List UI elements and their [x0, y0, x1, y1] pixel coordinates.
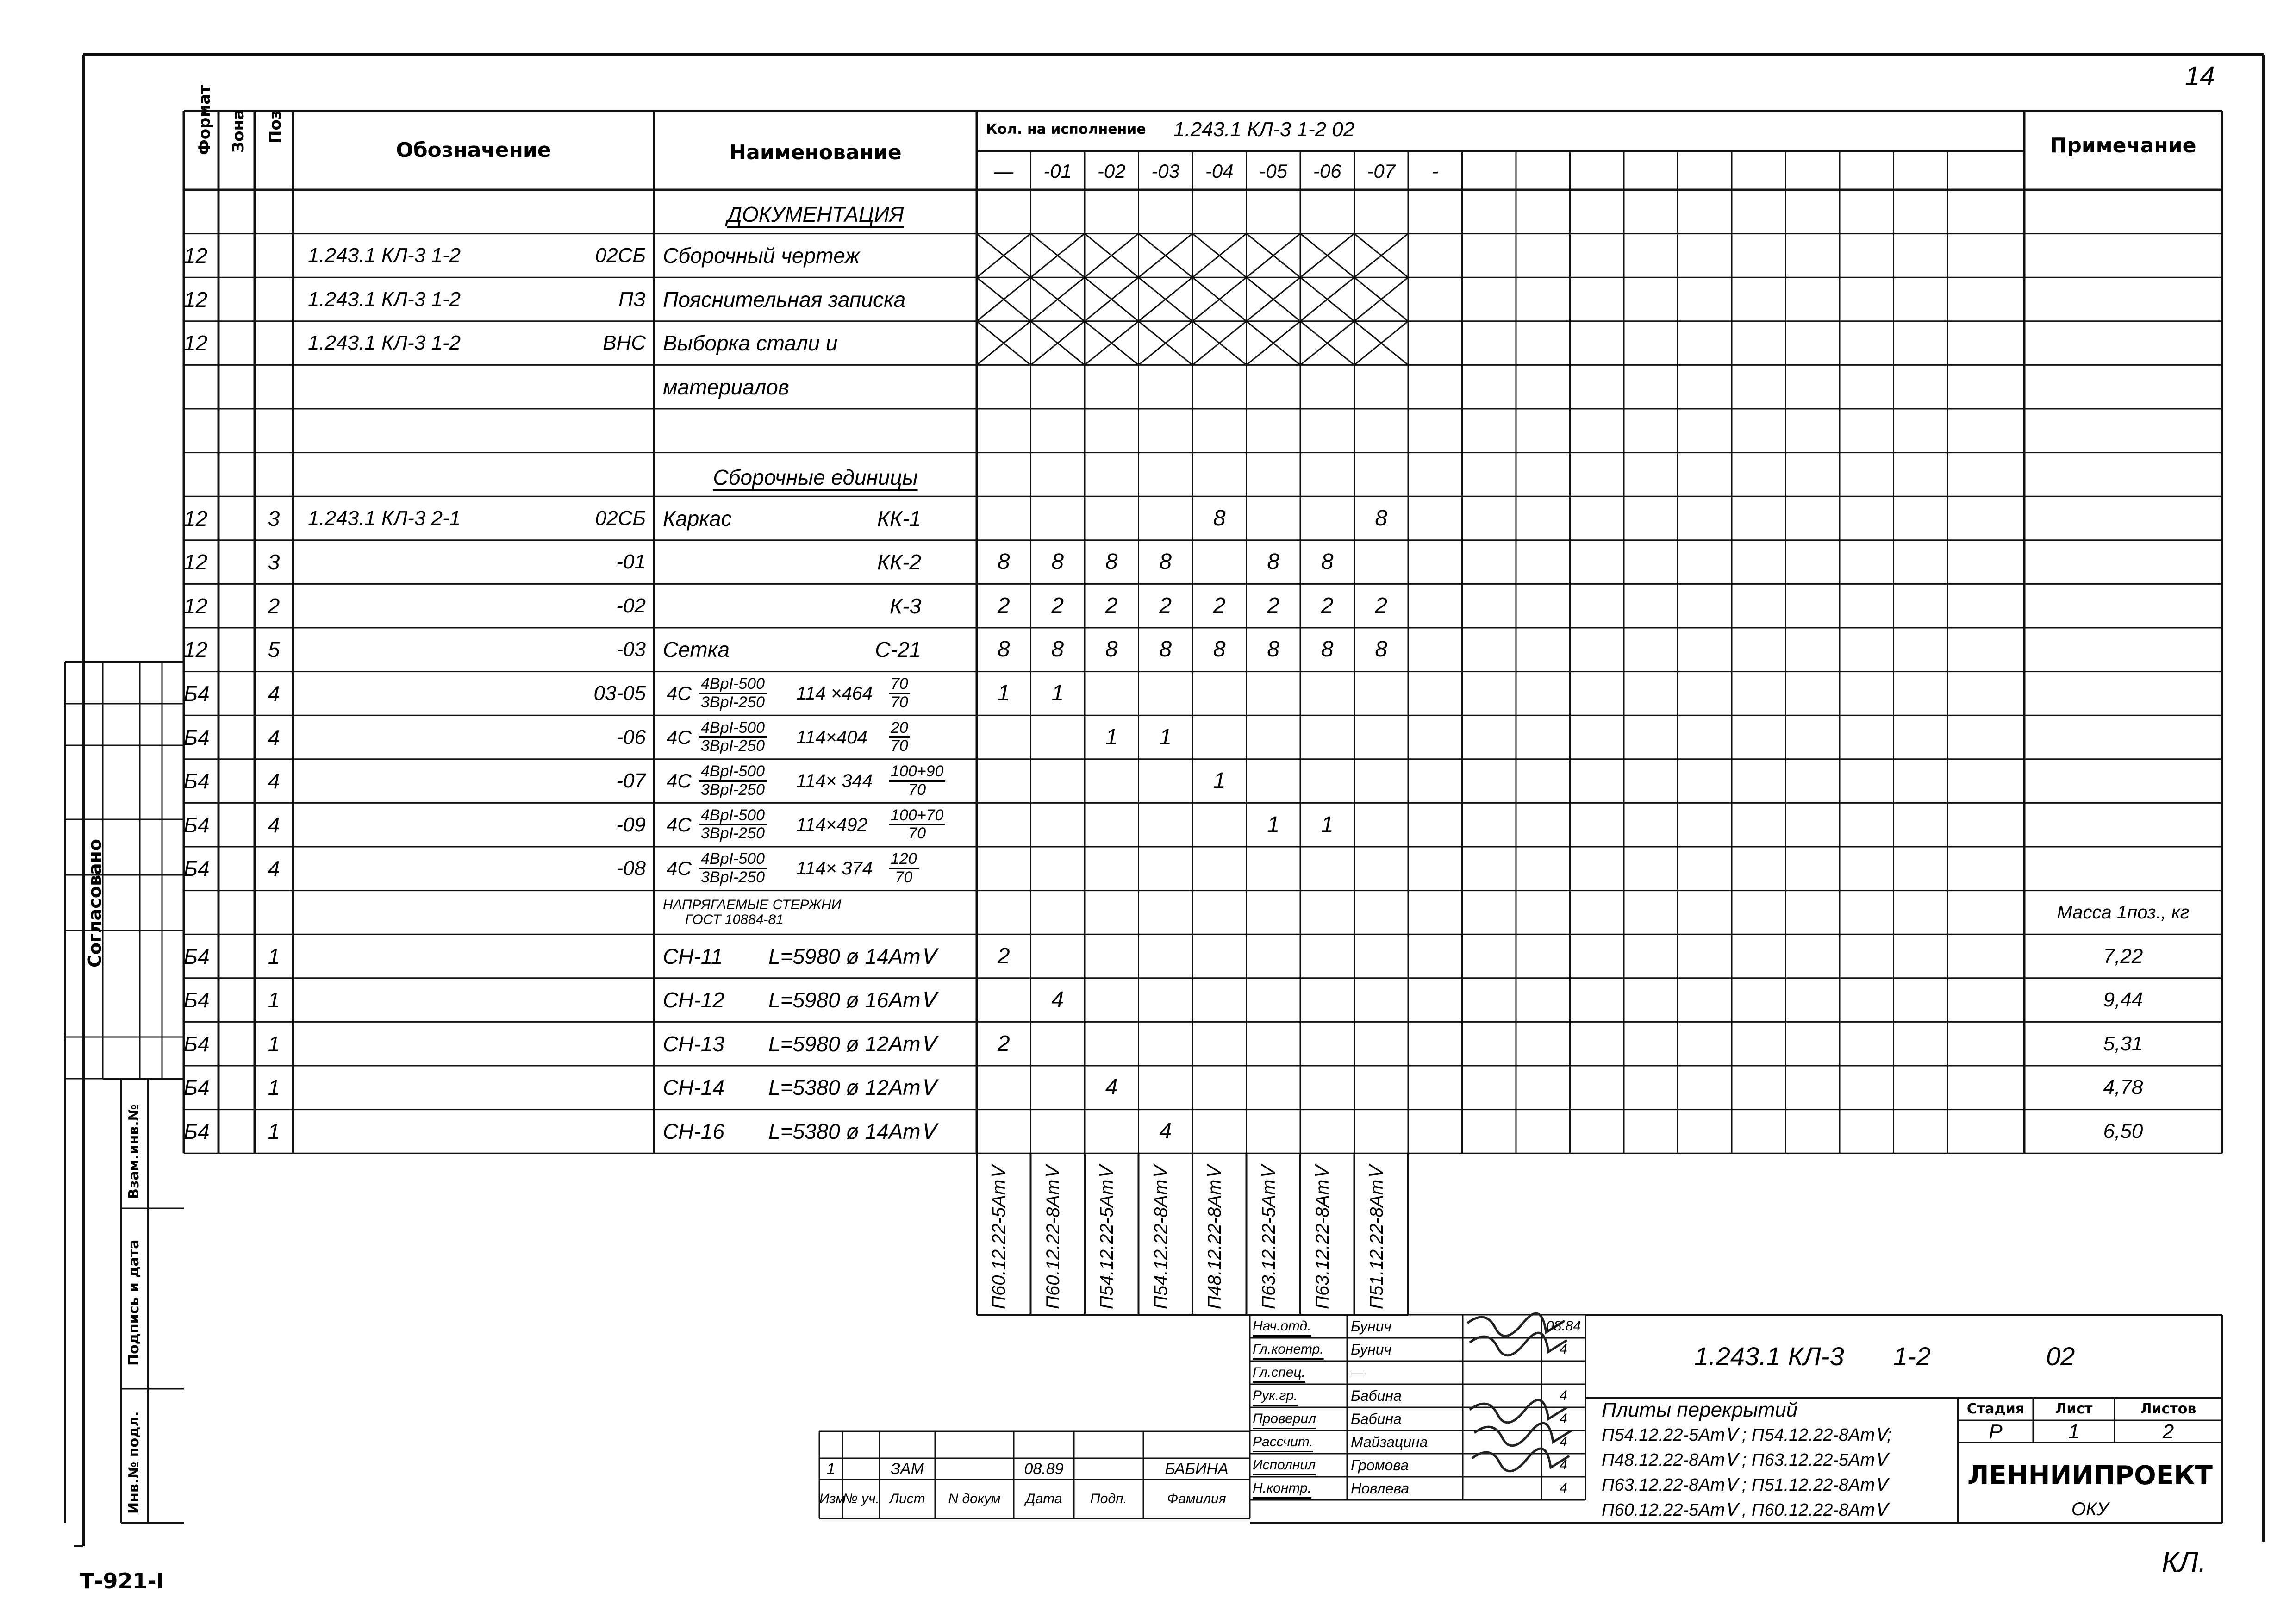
rod-mark: СН-14 — [663, 1075, 724, 1100]
cell-name: Сетка — [663, 637, 730, 662]
qty-cell: 1 — [1321, 812, 1334, 837]
title-line: Плиты перекрытий — [1602, 1399, 1798, 1421]
title-line: П63.12.22-8АтⅤ ; П51.12.22-8АтⅤ — [1602, 1475, 1887, 1495]
rod-mark: СН-11 — [663, 944, 723, 968]
signer-name: Громова — [1351, 1457, 1409, 1474]
revision-label: № уч. — [842, 1491, 880, 1506]
cell-designation: 1.243.1 КЛ-3 1-2 — [308, 287, 461, 311]
mesh-prefix: 4С — [667, 770, 692, 792]
revision-value: 1 — [826, 1460, 836, 1478]
cell-name: НАПРЯГАЕМЫЕ СТЕРЖНИ — [663, 897, 842, 912]
cell-format: 12 — [184, 637, 208, 662]
mesh-wire-fraction: 4ВрІ-500 3ВрІ-250 — [699, 851, 767, 886]
department-name: ОКУ — [2071, 1499, 2109, 1519]
cell-position: 1 — [268, 988, 280, 1012]
variant-product-code: П51.12.22-8АтⅤ — [1366, 1167, 1387, 1309]
cell-format: Б4 — [184, 681, 210, 706]
cell-name-mark: С-21 — [875, 637, 921, 662]
revision-label: Лист — [889, 1491, 925, 1506]
revision-label: Изм — [819, 1491, 845, 1506]
mesh-overhang-fraction: $\frac{120}{70}$ — [889, 851, 919, 886]
qty-cell: 1 — [1159, 725, 1172, 750]
cell-position: 4 — [268, 769, 280, 793]
sheets-label: Листов — [2140, 1401, 2196, 1417]
qty-cell: 8 — [1267, 550, 1280, 575]
variant-header: - — [1432, 160, 1439, 182]
cell-designation-suffix: 02СБ — [595, 506, 646, 530]
qty-cell: 2 — [1213, 593, 1226, 618]
signer-name: Новлева — [1351, 1480, 1410, 1497]
header-zone: Зона — [229, 109, 248, 153]
mesh-overhang-fraction: $\frac{70}{70}$ — [889, 676, 910, 711]
cell-format: 12 — [184, 243, 208, 268]
qty-cell: 8 — [1321, 637, 1334, 662]
qty-cell: 4 — [1105, 1075, 1118, 1100]
variant-product-code: П54.12.22-5АтⅤ — [1097, 1167, 1117, 1309]
qty-cell: 8 — [1213, 506, 1226, 531]
variant-header: -05 — [1259, 160, 1288, 182]
qty-cell: 2 — [1375, 593, 1388, 618]
cell-name: Пояснительная записка — [663, 287, 906, 312]
cell-format: 12 — [184, 550, 208, 575]
cell-format: Б4 — [184, 1119, 210, 1143]
cell-note: 4,78 — [2103, 1076, 2143, 1099]
cell-note: 5,31 — [2103, 1032, 2143, 1055]
cell-position: 4 — [268, 725, 280, 750]
cell-position: 4 — [268, 856, 280, 881]
cell-position: 1 — [268, 1119, 280, 1143]
cell-position: 4 — [268, 681, 280, 706]
cell-designation-suffix: ПЗ — [618, 287, 646, 311]
qty-cell: 8 — [1051, 550, 1064, 575]
revision-value: БАБИНА — [1165, 1460, 1229, 1478]
cell-name-mark: КК-2 — [877, 550, 921, 575]
qty-cell: 8 — [1105, 550, 1118, 575]
corner-page-mark: 14 — [2185, 61, 2215, 91]
mesh-overhang-fraction: $\frac{100+90}{70}$ — [889, 763, 945, 798]
inv-orig-label: Инв.№ подл. — [126, 1411, 142, 1514]
title-line: П60.12.22-5АтⅤ , П60.12.22-8АтⅤ — [1602, 1500, 1887, 1520]
document-variant: 02 — [2046, 1342, 2075, 1371]
variant-product-code: П54.12.22-8АтⅤ — [1150, 1167, 1171, 1309]
variant-header: -04 — [1205, 160, 1234, 182]
rod-mark: СН-12 — [663, 988, 724, 1012]
document-code: 1.243.1 КЛ-3 — [1694, 1342, 1844, 1371]
organization-name: ЛЕННИИПРОЕКТ — [1967, 1461, 2213, 1491]
qty-cell: 1 — [1267, 812, 1280, 837]
cell-name-mark: КК-1 — [877, 506, 921, 531]
qty-cell: 8 — [1105, 637, 1118, 662]
mesh-wire-fraction: 4ВрІ-500 3ВрІ-250 — [699, 763, 767, 798]
variant-product-code: П60.12.22-5АтⅤ — [989, 1167, 1009, 1309]
cell-name: Сборочный чертеж — [663, 243, 860, 268]
variant-header: -06 — [1313, 160, 1341, 182]
signer-name: Бунич — [1351, 1318, 1392, 1335]
cell-designation: 1.243.1 КЛ-3 1-2 — [308, 244, 461, 267]
cell-format: Б4 — [184, 1031, 210, 1056]
cell-name: материалов — [663, 375, 789, 399]
cell-note: 7,22 — [2103, 944, 2143, 968]
variant-header: -02 — [1097, 160, 1126, 182]
header-pos: Поз — [266, 110, 285, 144]
replace-inv-label: Взам.инв.№ — [126, 1104, 142, 1199]
mesh-wire-fraction: 4ВрІ-500 3ВрІ-250 — [699, 720, 767, 755]
sheet-value: 1 — [2068, 1420, 2080, 1443]
cell-name-mark: К-3 — [889, 593, 921, 618]
cell-designation: 1.243.1 КЛ-3 1-2 — [308, 331, 461, 355]
signer-role: Проверил — [1253, 1411, 1316, 1426]
approved-label: Согласовано — [85, 838, 105, 968]
revision-label: Фамилия — [1167, 1491, 1226, 1506]
rod-size: L=5980 ø 16АтⅤ — [768, 988, 936, 1012]
signer-name: Бунич — [1351, 1341, 1392, 1358]
mesh-prefix: 4С — [667, 726, 692, 748]
qty-cell: 2 — [1321, 593, 1334, 618]
mesh-dimensions: 114×404 — [796, 727, 867, 748]
stage-value: Р — [1989, 1420, 2003, 1443]
cell-position: 3 — [268, 550, 280, 575]
signer-date: 4 — [1560, 1457, 1567, 1473]
qty-cell: 2 — [1051, 593, 1064, 618]
rod-size: L=5380 ø 14АтⅤ — [768, 1119, 936, 1143]
qty-cell: 8 — [997, 550, 1010, 575]
signer-date: 4 — [1560, 1480, 1567, 1496]
cell-note: 6,50 — [2103, 1119, 2143, 1143]
cell-format: 12 — [184, 287, 208, 312]
corner-scribble: КЛ. — [2162, 1546, 2207, 1578]
qty-cell: 8 — [1321, 550, 1334, 575]
signer-date: 4 — [1560, 1411, 1567, 1426]
cell-format: Б4 — [184, 769, 210, 793]
cell-designation-suffix: -08 — [616, 857, 646, 880]
cell-designation-suffix: 02СБ — [595, 244, 646, 267]
qty-cell: 4 — [1159, 1118, 1172, 1143]
qty-cell: 2 — [1267, 593, 1280, 618]
section-heading: ДОКУМЕНТАЦИЯ — [727, 202, 904, 227]
mesh-dimensions: 114×492 — [796, 814, 867, 835]
title-line: П48.12.22-8АтⅤ ; П63.12.22-5АтⅤ — [1602, 1450, 1887, 1470]
cell-note: 9,44 — [2103, 988, 2143, 1012]
variant-header: -07 — [1367, 160, 1396, 182]
cell-name: Каркас — [663, 506, 732, 531]
qty-cell: 8 — [1375, 506, 1388, 531]
rod-size: L=5980 ø 12АтⅤ — [768, 1031, 936, 1056]
qty-cell: 8 — [1375, 637, 1388, 662]
cell-format: Б4 — [184, 988, 210, 1012]
cell-designation-suffix: -06 — [616, 725, 646, 749]
qty-cell: 8 — [1159, 637, 1172, 662]
qty-cell: 8 — [1159, 550, 1172, 575]
cell-note: Масса 1поз., кг — [2057, 902, 2190, 923]
variant-product-code: П60.12.22-8АтⅤ — [1042, 1167, 1063, 1309]
rod-mark: СН-16 — [663, 1119, 724, 1143]
cell-position: 3 — [268, 506, 280, 531]
cell-format: Б4 — [184, 856, 210, 881]
cell-name: Выборка стали и — [663, 331, 838, 356]
qty-cell: 8 — [1051, 637, 1064, 662]
qty-cell: 8 — [1267, 637, 1280, 662]
cell-designation: 1.243.1 КЛ-3 2-1 — [308, 506, 461, 530]
mesh-prefix: 4С — [667, 682, 692, 704]
variant-header: — — [994, 160, 1014, 182]
signer-role: Гл.конетр. — [1253, 1342, 1324, 1357]
cell-designation-suffix: -01 — [616, 550, 646, 574]
cell-format: Б4 — [184, 812, 210, 837]
qty-cell: 1 — [1051, 681, 1064, 706]
cell-format: 12 — [184, 331, 208, 356]
sign-date-label: Подпись и дата — [126, 1239, 142, 1366]
rod-size: L=5380 ø 12АтⅤ — [768, 1075, 936, 1100]
signer-role: Гл.спец. — [1253, 1365, 1305, 1380]
mesh-overhang-fraction: $\frac{20}{70}$ — [889, 720, 910, 755]
qty-cell: 1 — [1213, 768, 1226, 793]
rod-mark: СН-13 — [663, 1031, 724, 1056]
cell-position: 2 — [268, 593, 280, 618]
signer-name: Бабина — [1351, 1411, 1402, 1427]
cell-format: Б4 — [184, 944, 210, 968]
signer-role: Рук.гр. — [1253, 1388, 1298, 1403]
signer-name: — — [1351, 1364, 1366, 1381]
revision-label: N докум — [948, 1491, 1001, 1506]
qty-cell: 8 — [997, 637, 1010, 662]
variant-product-code: П63.12.22-5АтⅤ — [1258, 1167, 1279, 1309]
qty-cell: 2 — [997, 1031, 1010, 1056]
qty-cell: 2 — [1105, 593, 1118, 618]
header-note: Примечание — [2050, 134, 2196, 157]
mesh-wire-fraction: 4ВрІ-500 3ВрІ-250 — [699, 676, 767, 711]
document-part: 1-2 — [1893, 1342, 1931, 1371]
cell-name-sub: ГОСТ 10884-81 — [685, 912, 784, 927]
sheets-value: 2 — [2162, 1420, 2174, 1443]
variant-header: -03 — [1151, 160, 1180, 182]
signer-name: Бабина — [1351, 1387, 1402, 1404]
variant-header: -01 — [1043, 160, 1072, 182]
rod-size: L=5980 ø 14АтⅤ — [768, 944, 936, 968]
cell-position: 1 — [268, 944, 280, 968]
cell-position: 4 — [268, 812, 280, 837]
header-format: Формат — [195, 85, 214, 155]
revision-label: Подп. — [1090, 1491, 1127, 1506]
header-name: Наименование — [729, 141, 902, 164]
revision-label: Дата — [1025, 1491, 1062, 1506]
cell-position: 5 — [268, 637, 280, 662]
qty-cell: 2 — [997, 943, 1010, 968]
signer-date: 08.84 — [1546, 1318, 1581, 1334]
qty-cell: 8 — [1213, 637, 1226, 662]
qty-cell: 2 — [997, 593, 1010, 618]
qty-cell: 1 — [1105, 725, 1118, 750]
section-heading: Сборочные единицы — [713, 465, 918, 489]
mesh-dimensions: 114× 344 — [796, 771, 873, 792]
cell-designation-suffix: -03 — [616, 638, 646, 661]
cell-format: Б4 — [184, 725, 210, 750]
stage-label: Стадия — [1966, 1401, 2025, 1417]
cell-format: 12 — [184, 506, 208, 531]
signer-date: 4 — [1560, 1342, 1567, 1357]
signer-role: Исполнил — [1253, 1457, 1316, 1473]
variant-product-code: П63.12.22-8АтⅤ — [1312, 1167, 1333, 1309]
mesh-prefix: 4С — [667, 857, 692, 880]
qty-cell: 4 — [1051, 987, 1064, 1012]
cell-designation-suffix: -09 — [616, 813, 646, 836]
cell-designation-suffix: -02 — [616, 594, 646, 617]
cell-designation-suffix: 03-05 — [593, 681, 646, 705]
cell-format: Б4 — [184, 1075, 210, 1100]
signer-name: Майзацина — [1351, 1434, 1428, 1450]
sheet-label: Лист — [2055, 1401, 2093, 1417]
revision-value: ЗАМ — [891, 1460, 924, 1478]
header-qty-label: Кол. на исполнение — [986, 121, 1146, 137]
signer-role: Рассчит. — [1253, 1434, 1313, 1449]
revision-value: 08.89 — [1024, 1460, 1064, 1478]
mesh-wire-fraction: 4ВрІ-500 3ВрІ-250 — [699, 807, 767, 842]
title-line: П54.12.22-5АтⅤ ; П54.12.22-8АтⅤ; — [1602, 1425, 1892, 1445]
mesh-dimensions: 114 ×464 — [796, 683, 873, 704]
signer-role: Нач.отд. — [1253, 1318, 1311, 1334]
mesh-overhang-fraction: $\frac{100+70}{70}$ — [889, 807, 945, 842]
signer-date: 4 — [1560, 1434, 1567, 1449]
mesh-prefix: 4С — [667, 813, 692, 836]
mesh-dimensions: 114× 374 — [796, 858, 873, 879]
qty-cell: 2 — [1159, 593, 1172, 618]
cell-format: 12 — [184, 593, 208, 618]
cell-position: 1 — [268, 1075, 280, 1100]
qty-cell: 1 — [997, 681, 1010, 706]
cell-position: 1 — [268, 1031, 280, 1056]
cell-designation-suffix: ВНС — [603, 331, 646, 355]
cell-designation-suffix: -07 — [616, 769, 646, 793]
signer-role: Н.контр. — [1253, 1480, 1312, 1496]
variant-product-code: П48.12.22-8АтⅤ — [1204, 1167, 1225, 1309]
header-designation: Обозначение — [396, 138, 551, 162]
bottom-code: Т-921-І — [80, 1568, 164, 1593]
header-qty-doc: 1.243.1 КЛ-3 1-2 02 — [1173, 118, 1355, 141]
signer-date: 4 — [1560, 1388, 1567, 1403]
